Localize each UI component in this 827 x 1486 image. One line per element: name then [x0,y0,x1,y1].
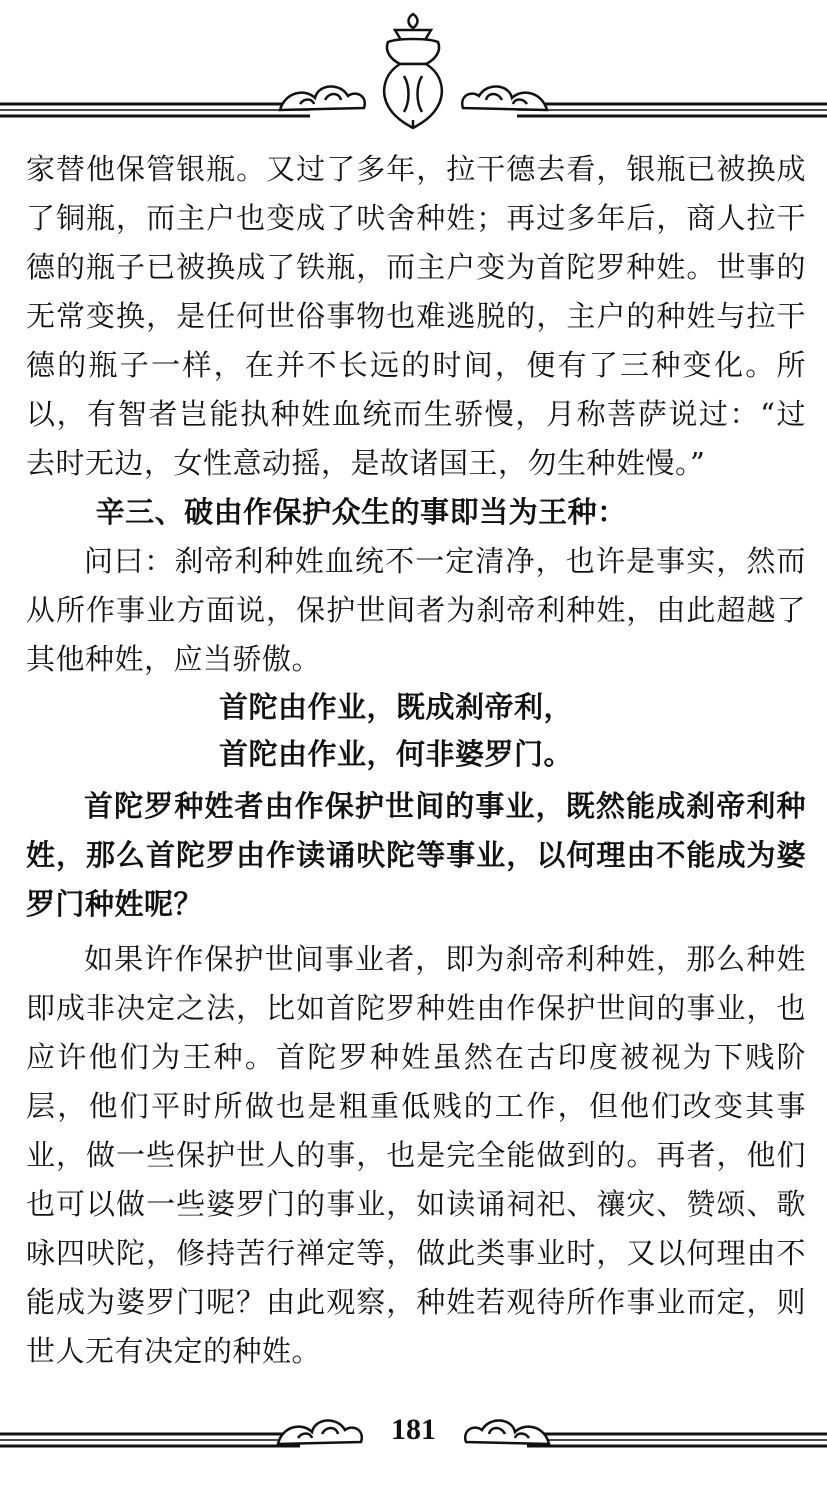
verse-line-2: 首陀由作业，何非婆罗门。 [219,737,574,771]
cloud-scroll-left-icon [280,86,365,110]
verse-line-1: 首陀由作业，既成刹帝利， [219,690,574,724]
question-paragraph: 问曰：刹帝利种姓血统不一定清净，也许是事实，然而从所作事业方面说，保护世间者为刹帝利种姓，由此超越了其他种姓，应当骄傲。 [26,544,806,676]
section-heading: 辛三、破由作保护众生的事即当为王种： [95,495,627,529]
commentary-paragraph: 如果许作保护世间事业者，即为刹帝利种姓，那么种姓即成非决定之法，比如首陀罗种姓由作保护世间的事业，也应许他们为王种。首陀罗种姓虽然在古印度被视为下贱阶层，他们平时所做也是粗重低贱的工作，但他们改变其事业，做一些保护世人的事，也是完全能做到的。再者，他们也可以做一些婆罗门的事业，如读诵祠祀、禳灾、赞颂、歌咏四吠陀，修持苦行禅定等，做此类事业时，又以何理由不能成为婆罗门呢？由此观察，种姓若观待所作事业而定，则世人无有决定的种姓。 [26,942,806,1368]
page-number: 181 [391,1413,436,1446]
verse-explanation: 首陀罗种姓者由作保护世间的事业，既然能成刹帝利种姓，那么首陀罗由作读诵吠陀等事业，以何理由不能成为婆罗门种姓呢？ [26,789,806,921]
cloud-scroll-right-icon [462,86,547,110]
conch-shell-emblem-icon [384,14,442,128]
header-ornament [0,0,827,140]
paragraph-story: 家替他保管银瓶。又过了多年，拉干德去看，银瓶已被换成了铜瓶，而主户也变成了吠舍种姓；再过多年后，商人拉干德的瓶子已被换成了铁瓶，而主户变为首陀罗种姓。世事的无常变换，是任何世俗事物也难逃脱的，主户的种姓与拉干德的瓶子一样，在并不长远的时间，便有了三种变化。所以，有智者岂能执种姓血统而生骄慢，月称菩萨说过：“过去时无边，女性意动摇，是故诸国王，勿生种姓慢。” [26,152,806,480]
page-body [26,145,806,1376]
